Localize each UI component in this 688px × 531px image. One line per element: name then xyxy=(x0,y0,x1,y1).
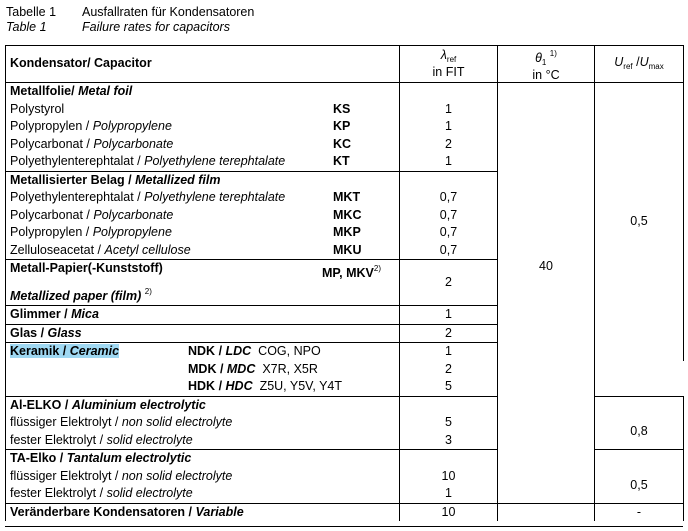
caption-title-en: Failure rates for capacitors xyxy=(82,20,230,34)
table-row: flüssiger Elektrolyt / non solid electrolyte 10 xyxy=(6,468,684,486)
table-row: fester Elektrolyt / solid electrolyte 3 xyxy=(6,432,684,450)
table-row: Polycarbonat / Polycarbonate MKC 0,7 xyxy=(6,207,684,225)
group-metallized-film: Metallisierter Belag / Metallized film xyxy=(6,171,684,189)
table-row: fester Elektrolyt / solid electrolyte 1 xyxy=(6,485,684,503)
table-caption-german xyxy=(6,5,254,20)
table-row: HDK / HDC Z5U, Y5V, Y4T 5 xyxy=(6,378,684,396)
table-row: Polyethylenterephtalat / Polyethylene terephtalate KT 1 xyxy=(6,153,684,171)
table-row: Zelluloseacetat / Acetyl cellulose MKU 0,7 xyxy=(6,242,684,260)
table-row: Polypropylen / Polypropylene MKP 0,7 xyxy=(6,224,684,242)
table-row: flüssiger Elektrolyt / non solid electrolyte 5 xyxy=(6,414,684,432)
caption-label-de: Tabelle 1 xyxy=(6,5,57,19)
table-caption-english xyxy=(6,20,230,35)
u-ratio-al-elko: 0,8 xyxy=(595,396,684,450)
group-ceramic: Keramik / Ceramic NDK / LDC COG, NPO 1 xyxy=(6,343,684,361)
failure-rates-table xyxy=(5,45,684,521)
header-voltage-ratio: $U_{ref}$ $/U_{max}$ xyxy=(595,46,684,83)
caption-label-en: Table 1 xyxy=(6,20,47,34)
theta-value: 40 xyxy=(498,83,595,450)
table-row: Polycarbonat / Polycarbonate KC 2 xyxy=(6,136,684,154)
header-theta: $\theta_1$ $^{1)}$ in °C xyxy=(498,46,595,83)
caption-title-de: Ausfallraten für Kondensatoren xyxy=(82,5,255,19)
header-capacitor: Kondensator/ Capacitor xyxy=(6,46,400,83)
u-ratio-main: 0,5 xyxy=(595,83,684,361)
group-al-elko: Al-ELKO / Aluminium electrolytic 0,8 xyxy=(6,396,684,414)
u-ratio-ta-elko: 0,5 xyxy=(595,450,684,504)
group-mica: Glimmer / Mica 1 xyxy=(6,306,684,325)
group-ta-elko: TA-Elko / Tantalum electrolytic 0,5 xyxy=(6,450,684,468)
header-lambda: $\lambda_{ref}$ in FIT xyxy=(400,46,498,83)
table-row: MDK / MDC X7R, X5R 2 xyxy=(6,361,684,379)
theta-blank xyxy=(498,450,595,504)
group-metal-foil: Metallfolie/ Metal foil 40 0,5 xyxy=(6,83,684,101)
ceramic-highlight: Keramik / Ceramic xyxy=(10,344,120,358)
group-variable: Veränderbare Kondensatoren / Variable 10 - xyxy=(6,503,684,521)
group-glass: Glas / Glass 2 xyxy=(6,324,684,343)
group-metal-paper: Metall-Papier(-Kunststoff) MP, MKV$^{2)}$ Metallized paper (film) $^{2)}$ 2 xyxy=(6,260,684,306)
table-row: Polypropylen / Polypropylene KP 1 xyxy=(6,118,684,136)
header-row xyxy=(6,46,684,83)
table-bottom-border xyxy=(5,526,683,527)
table-row: Polystyrol KS 1 xyxy=(6,101,684,119)
table-row: Polyethylenterephtalat / Polyethylene terephtalate MKT 0,7 xyxy=(6,189,684,207)
